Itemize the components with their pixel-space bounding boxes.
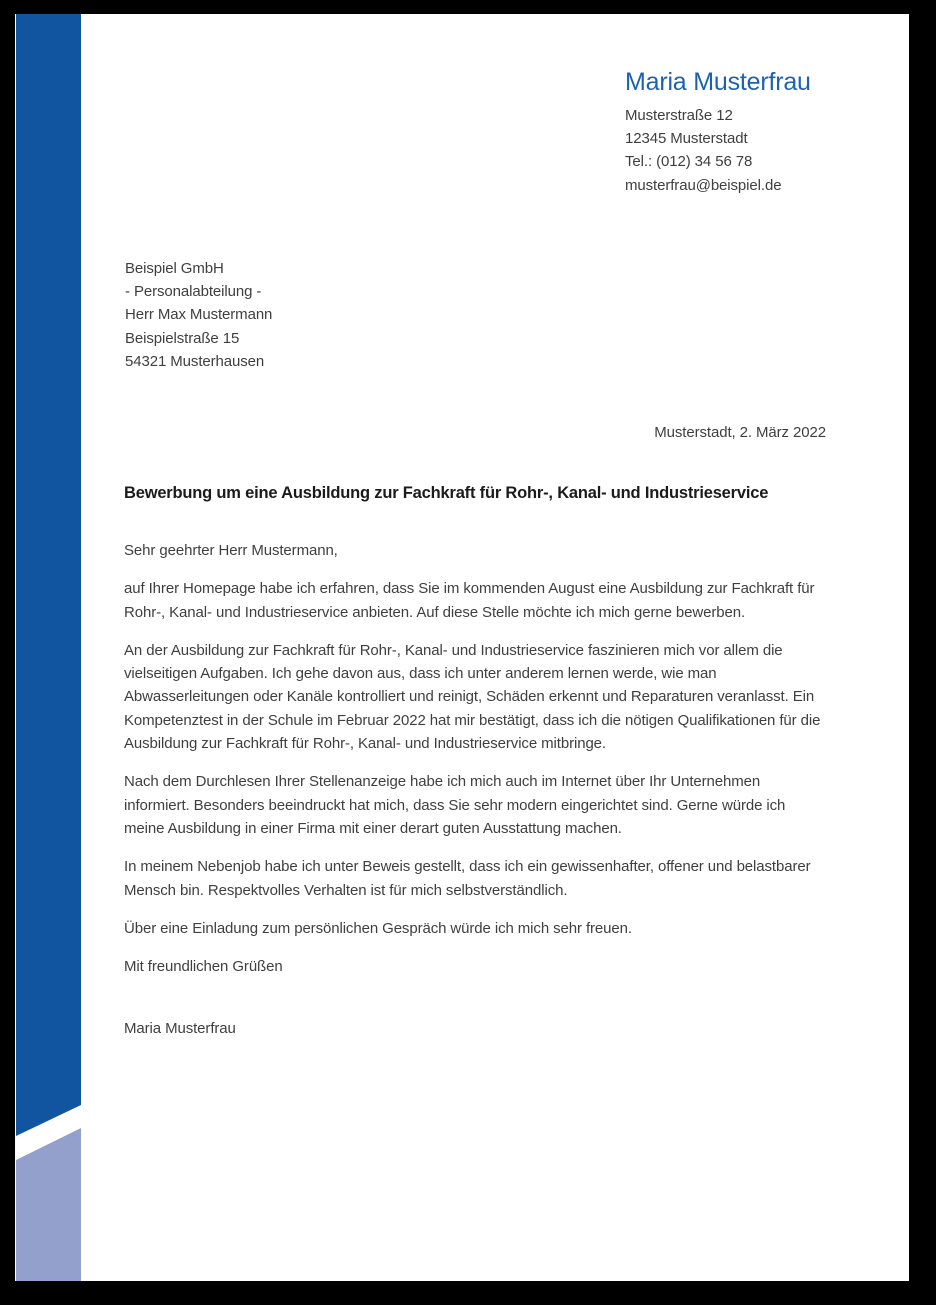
sender-name: Maria Musterfrau <box>625 68 811 96</box>
recipient-block <box>125 257 455 373</box>
signature-name: Maria Musterfrau <box>124 1020 236 1038</box>
salutation: Sehr geehrter Herr Mustermann, <box>124 542 338 559</box>
letter-page <box>15 14 909 1281</box>
recipient-department: - Personalabteilung - <box>125 283 262 301</box>
recipient-company: Beispiel GmbH <box>125 260 224 277</box>
paragraph: An der Ausbildung zur Fachkraft für Rohr-, Kanal- und Industrieservice faszinieren mich vor allem die vielseitigen Aufgaben. Ich gehe davon aus, dass ich unter anderem lernen werde, wie man Abwasserleitungen oder Kanäle kontrolliert und reinigt, Schäden erkennt und Reparaturen veranlasst. Ein Kompetenztest in der Schule im Februar 2022 hat mir bestätigt, dass ich die nötigen Qualifikationen für die Ausbildung zur Fachkraft für Rohr-, Kanal- und Industrieservice mitbringe. <box>124 641 821 753</box>
paragraph: auf Ihrer Homepage habe ich erfahren, dass Sie im kommenden August eine Ausbildung zur Fachkraft für Rohr-, Kanal- und Industrieservice anbieten. Auf diese Stelle möchte ich mich gerne bewerben. <box>124 580 815 621</box>
paragraph: Nach dem Durchlesen Ihrer Stellenanzeige habe ich mich auch im Internet über Ihr Unternehmen informiert. Besonders beeindruckt hat mich, dass Sie sehr modern eingerichtet sind. Gerne würde ich meine Ausbildung in einer Firma mit einer derart guten Ausstattung machen. <box>124 773 786 837</box>
subject-line: Bewerbung um eine Ausbildung zur Fachkraft für Rohr-, Kanal- und Industrieservice <box>124 484 769 502</box>
sender-email: musterfrau@beispiel.de <box>625 176 782 194</box>
date-line: Musterstadt, 2. März 2022 <box>654 424 826 441</box>
sender-city: 12345 Musterstadt <box>625 130 748 148</box>
recipient-contact: Herr Max Mustermann <box>125 306 273 324</box>
recipient-street: Beispielstraße 15 <box>125 329 240 347</box>
paragraph: Über eine Einladung zum persönlichen Gespräch würde ich mich sehr freuen. <box>124 919 632 937</box>
recipient-city: 54321 Musterhausen <box>125 352 265 370</box>
paragraph: In meinem Nebenjob habe ich unter Beweis gestellt, dass ich ein gewissenhafter, offener und belastbarer Mensch bin. Respektvolles Verhalten ist für mich selbstverständlich. <box>124 858 811 899</box>
letter-body <box>124 482 826 1056</box>
closing-phrase: Mit freundlichen Grüßen <box>124 958 283 976</box>
sender-block <box>625 66 885 197</box>
sender-phone: Tel.: (012) 34 56 78 <box>625 153 753 171</box>
decorative-stripe <box>16 14 81 1281</box>
sender-street: Musterstraße 12 <box>625 107 733 124</box>
stripe-blue-band <box>16 14 81 1281</box>
